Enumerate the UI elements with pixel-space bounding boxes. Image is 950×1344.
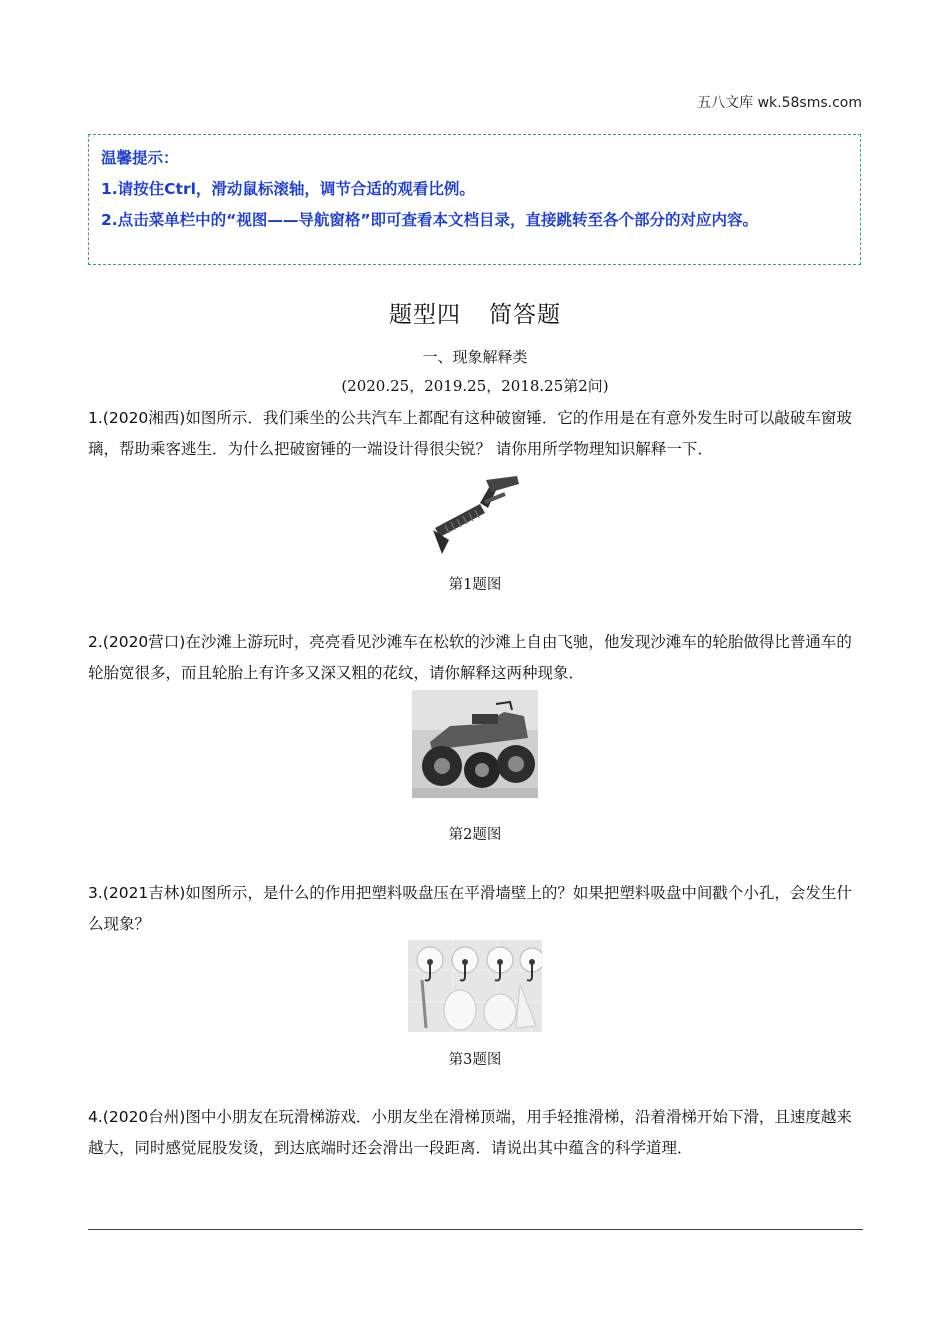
question-2 xyxy=(88,627,863,689)
site-watermark: 五八文库 wk.58sms.com xyxy=(697,95,862,111)
question-source: (2020台州) xyxy=(102,1108,186,1126)
question-number: 3. xyxy=(88,884,103,902)
question-source: (2020湘西) xyxy=(102,409,186,427)
tip-line-1: 1.请按住Ctrl，滑动鼠标滚轴，调节合适的观看比例。 xyxy=(101,180,475,198)
figure-caption-3: 第3题图 xyxy=(448,1052,502,1068)
question-number: 1. xyxy=(88,409,103,427)
tip-line-2: 2.点击菜单栏中的“视图——导航窗格”即可查看本文档目录，直接跳转至各个部分的对应内容。 xyxy=(101,211,759,229)
page-title-part-a: 题型四 xyxy=(389,302,461,328)
question-text: 在沙滩上游玩时，亮亮看见沙滩车在松软的沙滩上自由飞驰，他发现沙滩车的轮胎做得比普通车的轮胎宽很多，而且轮胎上有许多又深又粗的花纹，请你解释这两种现象． xyxy=(88,633,852,682)
tip-title: 温馨提示： xyxy=(101,149,179,167)
question-1 xyxy=(88,403,863,465)
figure-caption-2: 第2题图 xyxy=(448,827,502,843)
question-number: 4. xyxy=(88,1108,103,1126)
exam-years: (2020.25，2019.25，2018.25第2问) xyxy=(341,377,609,395)
question-source: (2020营口) xyxy=(102,633,186,651)
question-text: 如图所示，是什么的作用把塑料吸盘压在平滑墙壁上的？如果把塑料吸盘中间戳个小孔，会发生什么现象？ xyxy=(88,884,852,933)
question-number: 2. xyxy=(88,633,103,651)
question-source: (2021吉林) xyxy=(102,884,186,902)
suction-cup-hooks-image xyxy=(408,940,542,1032)
question-text: 如图所示．我们乘坐的公共汽车上都配有这种破窗锤．它的作用是在有意外发生时可以敲破车窗玻璃，帮助乘客逃生．为什么把破窗锤的一端设计得很尖锐？ 请你用所学物理知识解释一下． xyxy=(88,409,852,458)
question-3 xyxy=(88,878,863,940)
section-heading: 一、现象解释类 xyxy=(422,348,528,366)
question-text: 图中小朋友在玩滑梯游戏．小朋友坐在滑梯顶端，用手轻推滑梯，沿着滑梯开始下滑，且速度越来越大，同时感觉屁股发烫，到达底端时还会滑出一段距离．请说出其中蕴含的科学道理． xyxy=(88,1108,852,1157)
page-title-part-b: 简答题 xyxy=(489,302,561,328)
safety-hammer-image xyxy=(425,470,525,560)
figure-caption-1: 第1题图 xyxy=(448,577,502,593)
question-4 xyxy=(88,1102,863,1164)
page-divider xyxy=(88,1229,863,1230)
atv-image xyxy=(412,690,538,798)
page-title xyxy=(0,296,950,329)
tip-box xyxy=(88,134,861,265)
